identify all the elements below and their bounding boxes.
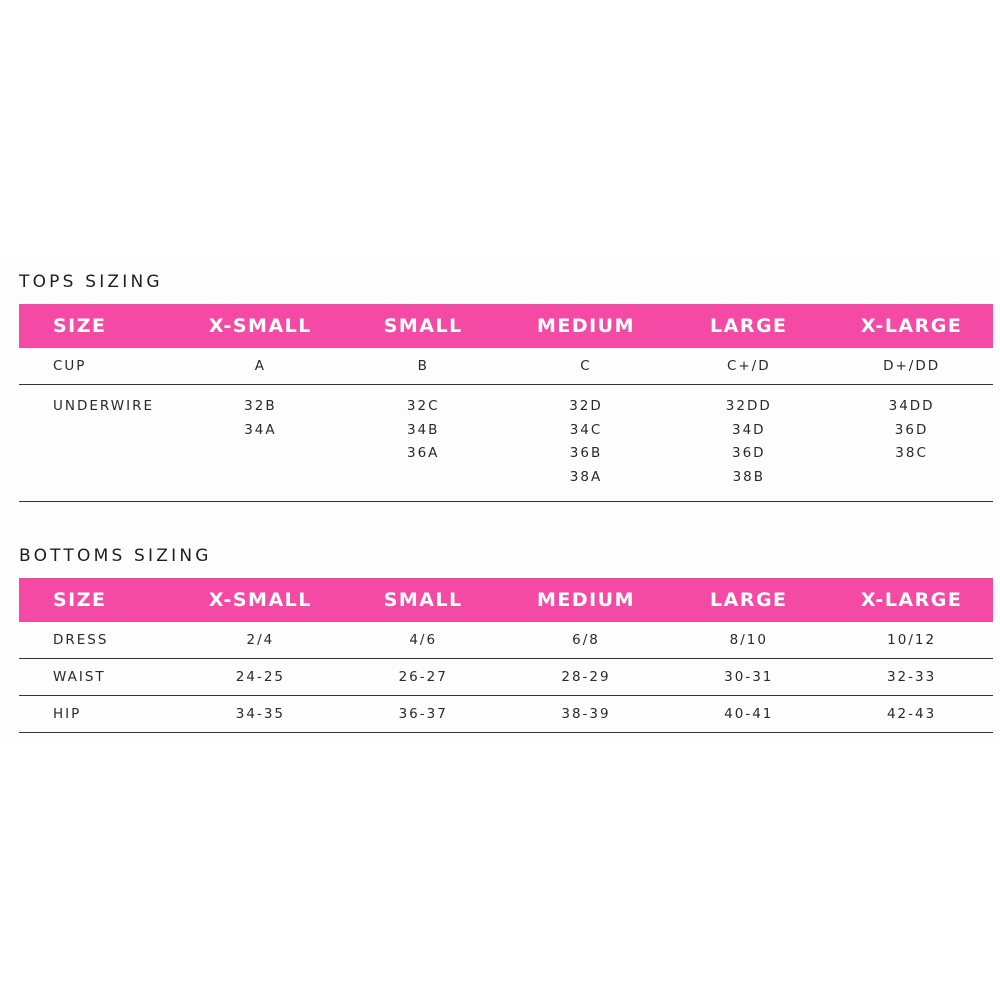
dress-large: 8/10 bbox=[667, 622, 830, 659]
tops-header-row bbox=[19, 304, 993, 348]
waist-large: 30-31 bbox=[667, 659, 830, 696]
underwire-value: 32C bbox=[406, 398, 440, 414]
underwire-value: 36D bbox=[894, 421, 929, 438]
cup-large: C+/D bbox=[667, 348, 830, 385]
dress-x-small: 2/4 bbox=[179, 622, 342, 659]
underwire-value: 36A bbox=[406, 445, 440, 461]
row-label-underwire-text: UNDERWIRE bbox=[53, 398, 154, 414]
row-label-waist: WAIST bbox=[19, 659, 179, 696]
tops-sizing-section bbox=[19, 271, 993, 502]
hip-x-large: 42-43 bbox=[830, 696, 993, 733]
row-label-cup: CUP bbox=[19, 348, 179, 385]
waist-small: 26-27 bbox=[342, 659, 505, 696]
underwire-medium bbox=[505, 385, 668, 502]
underwire-x-large bbox=[830, 385, 993, 502]
hip-small: 36-37 bbox=[342, 696, 505, 733]
header-x-large: X-LARGE bbox=[830, 578, 993, 622]
hip-medium: 38-39 bbox=[505, 696, 668, 733]
header-size: SIZE bbox=[19, 578, 179, 622]
header-small: SMALL bbox=[342, 578, 505, 622]
header-x-large: X-LARGE bbox=[830, 304, 993, 348]
cup-medium: C bbox=[505, 348, 668, 385]
table-row-waist bbox=[19, 659, 993, 696]
underwire-small bbox=[342, 385, 505, 502]
hip-x-small: 34-35 bbox=[179, 696, 342, 733]
table-row-underwire bbox=[19, 385, 993, 502]
underwire-value: 38C bbox=[895, 445, 928, 461]
header-size: SIZE bbox=[19, 304, 179, 348]
cup-x-small: A bbox=[179, 348, 342, 385]
bottoms-sizing-title: BOTTOMS SIZING bbox=[19, 546, 212, 566]
table-row-cup bbox=[19, 348, 993, 385]
underwire-value: 34B bbox=[406, 421, 440, 438]
underwire-value: 34C bbox=[569, 421, 603, 438]
table-row-hip bbox=[19, 696, 993, 733]
header-medium: MEDIUM bbox=[505, 578, 668, 622]
dress-small: 4/6 bbox=[342, 622, 505, 659]
underwire-value: 38A bbox=[569, 468, 603, 485]
dress-medium: 6/8 bbox=[505, 622, 668, 659]
underwire-x-small bbox=[179, 385, 342, 502]
waist-medium: 28-29 bbox=[505, 659, 668, 696]
header-large: LARGE bbox=[667, 578, 830, 622]
header-x-small: X-SMALL bbox=[179, 578, 342, 622]
header-small: SMALL bbox=[342, 304, 505, 348]
underwire-value: 34A bbox=[244, 421, 277, 438]
underwire-value: 36B bbox=[569, 445, 603, 461]
cup-small: B bbox=[342, 348, 505, 385]
underwire-value: 32D bbox=[569, 398, 603, 414]
bottoms-sizing-section bbox=[19, 545, 993, 733]
table-row-dress bbox=[19, 622, 993, 659]
underwire-value: 38B bbox=[732, 468, 766, 485]
bottoms-header-row bbox=[19, 578, 993, 622]
underwire-value: 36D bbox=[732, 445, 766, 461]
header-medium: MEDIUM bbox=[505, 304, 668, 348]
row-label-hip: HIP bbox=[19, 696, 179, 733]
tops-sizing-title: TOPS SIZING bbox=[19, 272, 163, 292]
underwire-value: 32DD bbox=[725, 398, 772, 414]
row-label-dress: DRESS bbox=[19, 622, 179, 659]
hip-large: 40-41 bbox=[667, 696, 830, 733]
cup-x-large: D+/DD bbox=[830, 348, 993, 385]
tops-sizing-table bbox=[19, 304, 993, 502]
waist-x-small: 24-25 bbox=[179, 659, 342, 696]
row-label-underwire bbox=[19, 385, 179, 502]
waist-x-large: 32-33 bbox=[830, 659, 993, 696]
underwire-large bbox=[667, 385, 830, 502]
underwire-value: 32B bbox=[244, 398, 277, 414]
header-large: LARGE bbox=[667, 304, 830, 348]
dress-x-large: 10/12 bbox=[830, 622, 993, 659]
underwire-value: 34DD bbox=[888, 398, 935, 414]
bottoms-sizing-table bbox=[19, 578, 993, 733]
underwire-value: 34D bbox=[732, 421, 766, 438]
header-x-small: X-SMALL bbox=[179, 304, 342, 348]
